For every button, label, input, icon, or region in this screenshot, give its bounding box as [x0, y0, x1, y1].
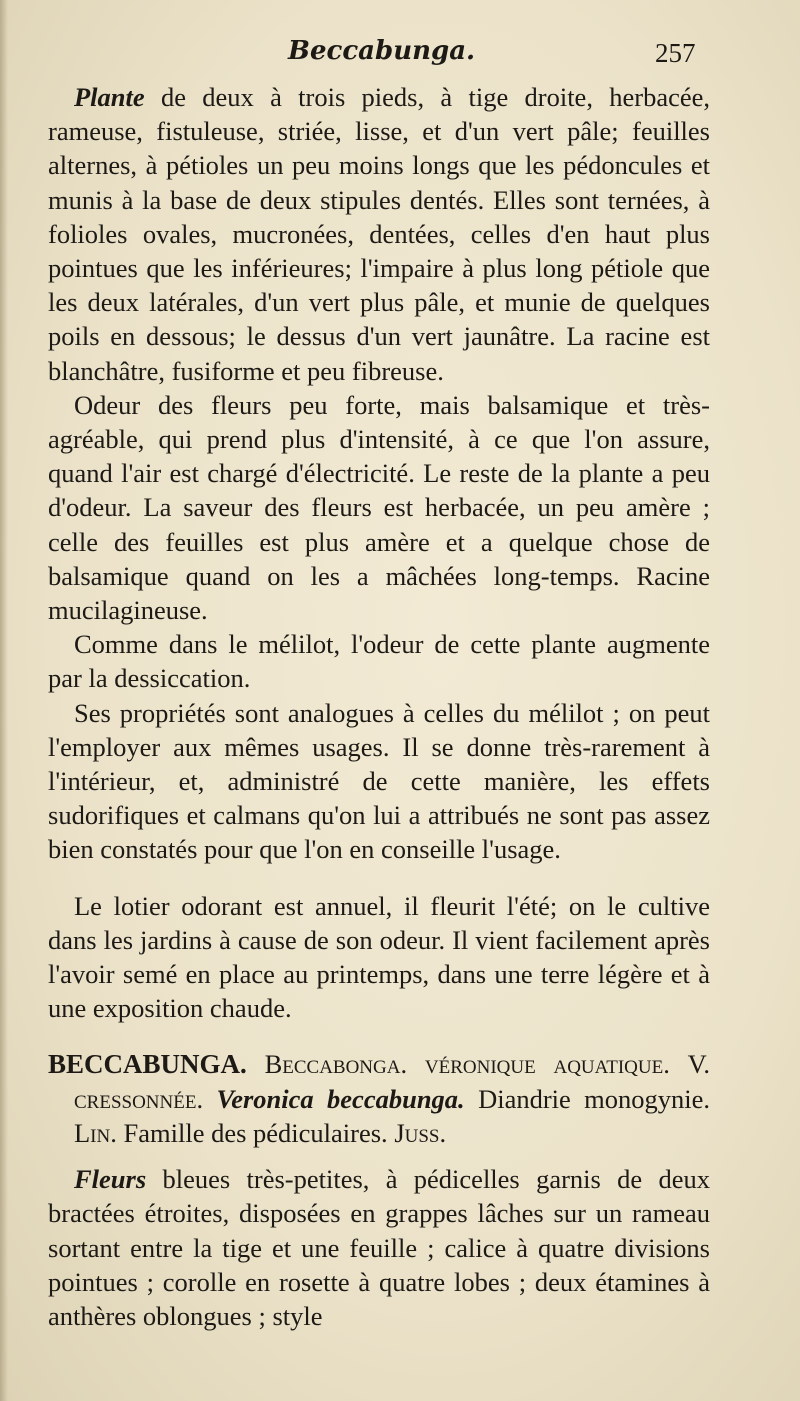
paragraph-proprietes: Ses propriétés sont analogues à celles du mélilot ; on peut l'employer aux mêmes usages. Il se donne très-rarement à l'intérieur, et, administré de cette manière, les effets sudorifiques et calmans qu'on lui a attribués ne sont pas assez bien constatés pour que l'on en conseille l'usage.	[48, 697, 710, 865]
page-header	[0, 36, 800, 76]
paragraph-text: de deux à trois pieds, à tige droite, herbacée, rameuse, fistuleuse, striée, lisse, et d'un vert pâle; feuilles alternes, à pétioles un peu moins longs que les pédoncules et munis à la base de deux stipules dentés. Elles sont ternées, à folioles ovales, mucronées, dentées, celles d'en haut plus pointues que les inférieures; l'impaire à plus long pétiole que les deux latérales, d'un vert plus pâle, et munie de quelques poils en dessous; le dessus d'un vert jaunâtre. La racine est blanchâtre, fusiforme et peu fibreuse.	[48, 82, 710, 386]
entry-vernacular-name: Beccabonga.	[264, 1049, 408, 1080]
paragraph-lead: Fleurs	[74, 1164, 147, 1195]
paragraph-plante	[48, 80, 710, 388]
entry-gap	[48, 1150, 710, 1162]
page-number: 257	[655, 38, 696, 68]
entry-family: Famille des pédiculaires.	[116, 1117, 395, 1148]
entry-authority-linnaeus: Lin.	[74, 1117, 117, 1148]
body-text	[48, 80, 710, 1333]
page-edge-shadow	[0, 0, 8, 1401]
paragraph-odeur: Odeur des fleurs peu forte, mais balsamique et très-agréable, qui prend plus d'intensité, à ce que l'on assure, quand l'air est chargé d'électricité. Le reste de la plante a peu d'odeur. La saveur des fleurs est herbacée, un peu amère ; celle des feuilles est plus amère et a quelque chose de balsamique quand on les a mâchées long-temps. Racine mucilagineuse.	[48, 389, 710, 626]
entry-heading	[48, 1047, 710, 1150]
paragraph-lotier: Le lotier odorant est annuel, il fleurit l'été; on le cultive dans les jardins à cause de son odeur. Il vient facilement après l'avoir semé en place au printemps, dans une terre légère et à une exposition chaude.	[48, 890, 710, 1024]
paragraph-comme: Comme dans le mélilot, l'odeur de cette plante augmente par la dessiccation.	[48, 629, 710, 694]
paragraph-text: bleues très-petites, à pédicelles garnis de deux bractées étroites, disposées en grappes lâches sur un rameau sortant entre la tige et une feuille ; calice à quatre divisions pointues ; corolle en rosette à quatre lobes ; deux étamines à anthères oblongues ; style	[48, 1164, 710, 1331]
running-title: Beccabunga.	[288, 36, 476, 66]
entry-headword: BECCABUNGA.	[48, 1049, 247, 1080]
entry-authority-jussieu: Juss.	[394, 1117, 447, 1148]
entry-latin-name: Veronica beccabunga.	[216, 1083, 465, 1114]
paragraph-lead: Plante	[74, 82, 145, 112]
entry-vernacular-name: V. cressonnée.	[74, 1049, 710, 1114]
paragraph-gap	[48, 867, 710, 889]
entry-classification: Diandrie monogynie.	[464, 1083, 711, 1114]
entry-vernacular-name: véronique aquatique.	[424, 1049, 670, 1080]
section-gap	[48, 1025, 710, 1047]
paragraph-fleurs	[48, 1162, 710, 1333]
